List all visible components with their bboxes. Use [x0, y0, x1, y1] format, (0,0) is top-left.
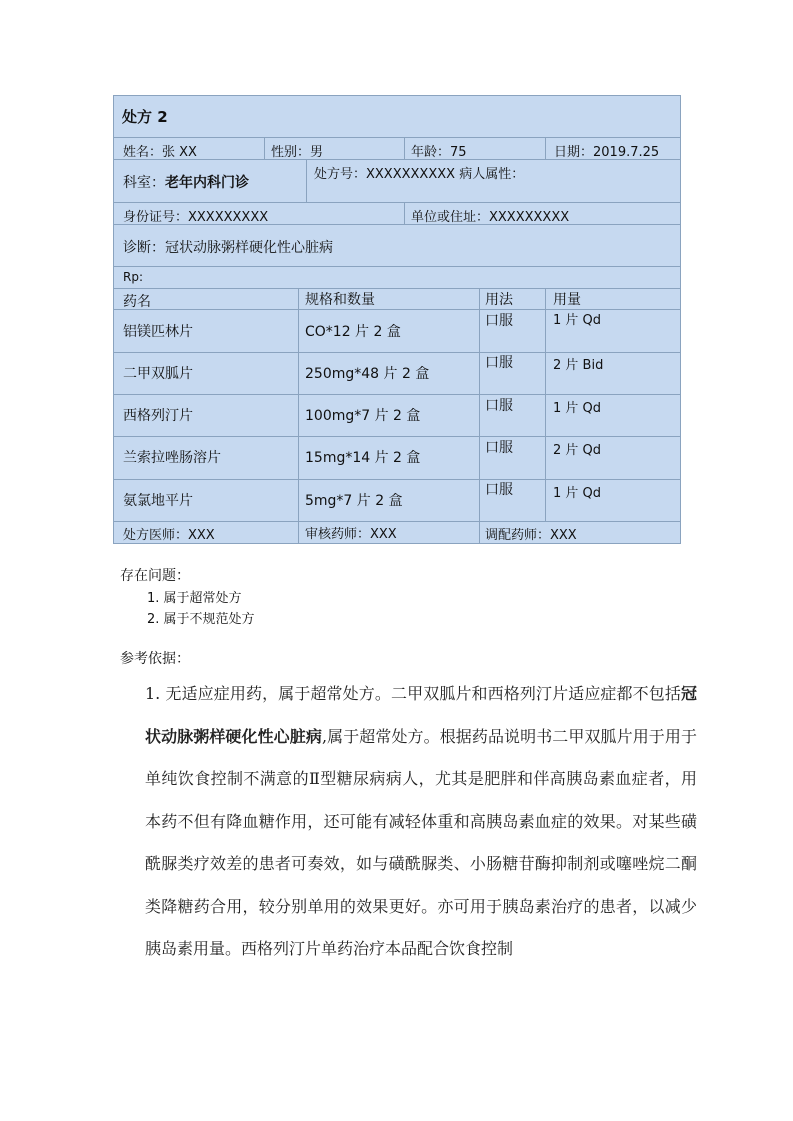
drug-name: 兰索拉唑肠溶片	[123, 450, 221, 466]
drug-usage: 口服	[485, 398, 513, 414]
basis-text-bold: 冠状动脉粥样硬化性心脏病	[145, 684, 697, 746]
divider	[114, 394, 680, 395]
drug-spec: 5mg*7 片 2 盒	[305, 493, 403, 509]
drug-dose: 1 片 Qd	[553, 313, 602, 328]
divider	[545, 288, 546, 521]
drug-spec: 250mg*48 片 2 盒	[305, 366, 430, 382]
department	[123, 172, 249, 192]
drug-usage: 口服	[485, 355, 513, 371]
prescription-title: 处方 2	[122, 108, 168, 126]
header-usage: 用法	[485, 292, 513, 308]
divider	[404, 137, 405, 159]
basis-heading: 参考依据：	[120, 651, 190, 667]
drug-usage: 口服	[485, 482, 513, 498]
rp-label: Rp:	[123, 270, 143, 284]
issue-item: 2. 属于不规范处方	[147, 612, 255, 627]
patient-name: 姓名：张 XX	[123, 145, 197, 160]
dispensing-pharmacist: 调配药师：XXX	[485, 528, 577, 543]
drug-usage: 口服	[485, 440, 513, 456]
diagnosis: 诊断：冠状动脉粥样硬化性心脏病	[123, 240, 333, 256]
basis-paragraph	[145, 673, 697, 971]
address: 单位或住址：XXXXXXXXX	[411, 210, 570, 225]
prescription-date: 日期：2019.7.25	[554, 145, 660, 160]
issues-section	[120, 565, 255, 630]
patient-age: 年龄：75	[411, 145, 467, 160]
drug-name: 氨氯地平片	[123, 493, 193, 509]
basis-text-start: 1. 无适应症用药，属于超常处方。二甲双胍片和西格列汀片适应症都不包括	[145, 684, 681, 703]
divider	[404, 202, 405, 224]
prescribing-doctor: 处方医师：XXX	[123, 528, 215, 543]
issues-heading: 存在问题：	[120, 568, 190, 584]
header-dose: 用量	[553, 292, 581, 308]
divider	[114, 436, 680, 437]
header-spec: 规格和数量	[305, 292, 375, 308]
divider	[298, 288, 299, 544]
drug-dose: 1 片 Qd	[553, 486, 602, 501]
issue-item: 1. 属于超常处方	[147, 591, 242, 606]
divider	[114, 288, 680, 289]
divider	[114, 137, 680, 138]
divider	[306, 159, 307, 202]
header-drug: 药名	[123, 294, 151, 310]
divider	[114, 479, 680, 480]
drug-dose: 2 片 Qd	[553, 443, 602, 458]
drug-dose: 1 片 Qd	[553, 401, 602, 416]
divider	[114, 521, 680, 522]
drug-name: 铝镁匹林片	[123, 324, 193, 340]
divider	[114, 202, 680, 203]
drug-name: 二甲双胍片	[123, 366, 193, 382]
divider	[114, 352, 680, 353]
divider	[114, 266, 680, 267]
rx-number: 处方号：XXXXXXXXXX 病人属性：	[314, 167, 525, 182]
drug-spec: CO*12 片 2 盒	[305, 324, 401, 340]
drug-dose: 2 片 Bid	[553, 358, 604, 373]
patient-gender: 性别：男	[271, 145, 324, 160]
divider	[264, 137, 265, 159]
department-label: 科室：	[123, 175, 165, 191]
basis-text-end: ,属于超常处方。根据药品说明书二甲双胍片用于用于单纯饮食控制不满意的Ⅱ型糖尿病病人，尤其是肥胖和伴高胰岛素血症者，用本药不但有降血糖作用，还可能有减轻体重和高胰岛素血症的效果。对某些磺酰脲类疗效差的患者可奏效，如与磺酰脲类、小肠糖苷酶抑制剂或噻唑烷二酮类降糖药合用，较分别单用的效果更好。亦可用于胰岛素治疗的患者，以减少胰岛素用量。西格列汀片单药治疗本品配合饮食控制	[145, 726, 697, 958]
drug-name: 西格列汀片	[123, 408, 193, 424]
drug-usage: 口服	[485, 313, 513, 329]
department-value: 老年内科门诊	[165, 175, 249, 191]
divider	[479, 288, 480, 544]
divider	[545, 137, 546, 159]
prescription-form	[113, 95, 681, 544]
id-number: 身份证号：XXXXXXXXX	[123, 210, 269, 225]
reviewing-pharmacist: 审核药师：XXX	[305, 527, 397, 542]
drug-spec: 100mg*7 片 2 盒	[305, 408, 421, 424]
drug-spec: 15mg*14 片 2 盒	[305, 450, 421, 466]
